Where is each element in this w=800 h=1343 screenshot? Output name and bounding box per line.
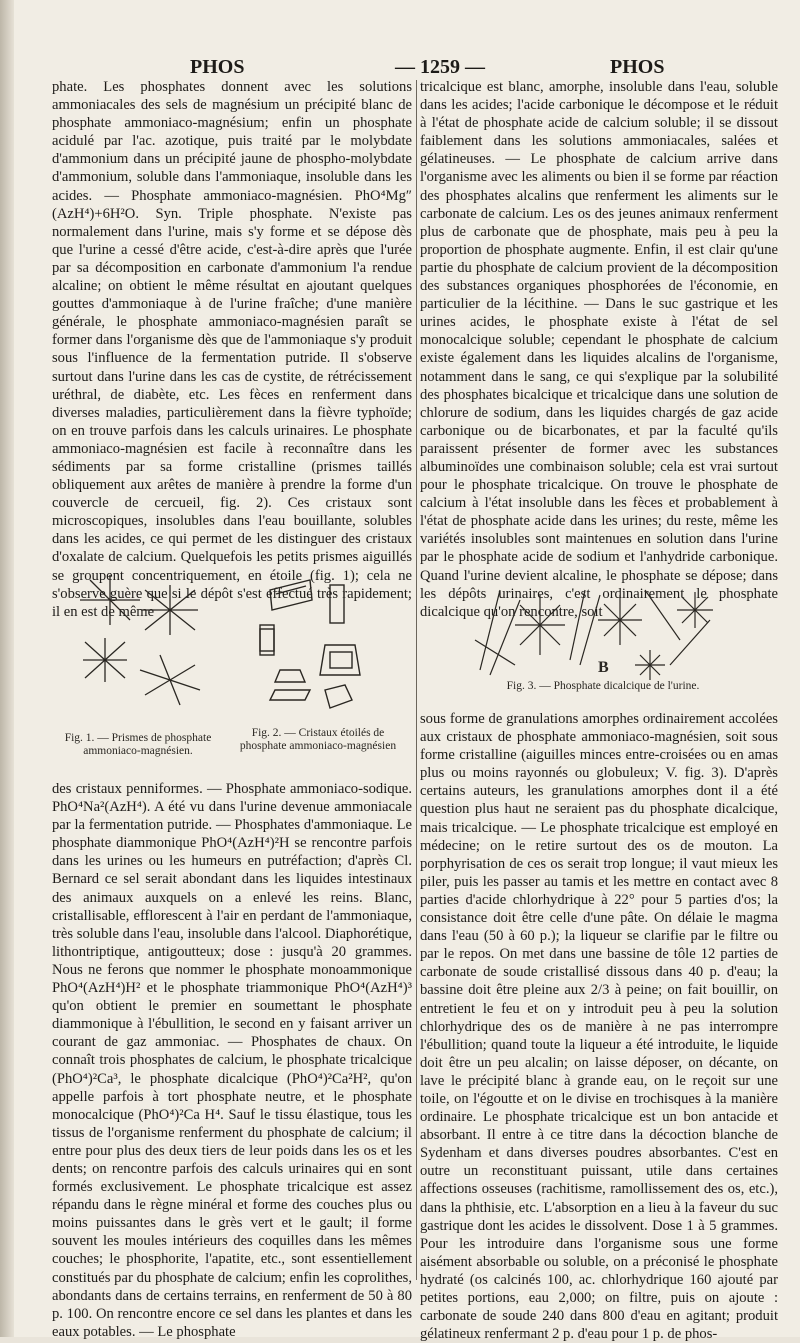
fig3-label-b: B xyxy=(598,659,609,676)
right-column-top-text: tricalcique est blanc, amorphe, insoluble dans l'eau, soluble dans les acides; l'acide carbonique le décompose et le réduit à l'état de phosphate acide de calcium soluble; il se dissout faiblement dans les solutions ammoniacales, salées et gélatineuses. — Le phosphate de calcium arrive dans l'organisme avec les aliments ou bien il se forme par réaction des phosphates alcalins que renferment les aliments sur le carbonate de calcium. Les os des jeunes animaux renferment plus de carbonate que de phosphate, mais peu à peu la proportion de phosphate augmente. Enfin, il est clair qu'une partie du phosphate de calcium provient de la décomposition des substances organiques phosphorées de l'économie, en particulier de la lécithine. — Dans le suc gastrique et les urines acides, le phosphate existe à l'état de sel monocalcique soluble; cependant le phosphate de calcium existe également dans les liquides alcalins de l'organisme, notamment dans le sang, ce qui s'explique par la solubilité des phosphates bicalcique et tricalcique dans une solution de chlorure de sodium, dans les liquides chargés de gaz acide carbonique ou de bicarbonates, et par la faculté qu'ils paraissent présenter de former avec les substances albuminoïdes une combinaison soluble; cela est vrai surtout pour le phosphate tricalcique. On trouve le phosphate de calcium à l'état insoluble dans les fèces et probablement à l'état de phosphate acide dans les urines; du reste, même les variétés insolubles sont maintenues en solution dans l'urine par le phosphate acide de sodium et l'anhydride carbonique. Quand l'urine devient alcaline, le phosphate se dépose; dans les dépôts urinaires, c'est ordinairement le phosphate dicalcique qu'on rencontre, soit xyxy=(420,79,778,620)
fig3-caption: Fig. 3. — Phosphate dicalcique de l'urine. xyxy=(506,680,700,692)
left-column-top xyxy=(52,78,412,620)
running-head-right: PHOS xyxy=(610,56,665,78)
right-column-bottom xyxy=(420,710,778,1343)
fig3-needle-crystals xyxy=(475,590,713,680)
column-divider xyxy=(416,80,417,1280)
right-column-top xyxy=(420,78,778,620)
left-column-bottom xyxy=(52,780,412,1340)
right-column-bottom-text: sous forme de granulations amorphes ordinairement accolées aux cristaux de phosphate ammoniaco-magnésien, soit sous forme cristalline (aiguilles minces entre-croisées ou en amas plus ou moins rayonnés ou globuleux; V. fig. 3). D'après certains auteurs, les granulations amorphes dont il a été question plus haut ne seraient pas du phosphate dicalcique, mais tricalcique. — Le phosphate tricalcique est employé en médecine; on le retire surtout des os de mouton. La porphyrisation de ces os serait trop longue; il vaut mieux les piler, puis les passer au tamis et les mettre en contact avec 8 parties d'acide chlorhydrique à 22° pour 5 parties d'os; la consistance doit être celle d'une pâte. On délaie le magma dans l'eau (50 à 60 p.); la liqueur se clarifie par le filtre ou par le repos. On met dans une bassine de tôle 12 parties de carbonate de soude cristallisé dissous dans 40 p. d'eau; la bassine doit être pleine aux 2/3 à peine; on fait bouillir, on entretient le feu et on y introduit peu à peu la solution chlorhydrique des os de manière à ne pas interrompre l'ébullition; quand toute la liqueur a été introduite, le liquide doit être un peu alcalin; on laisse déposer, on décante, on lave le précipité blanc à grande eau, on le reçoit sur une toile, on l'égoutte et on le divise en trochisques à la manière ordinaire. Le phosphate tricalcique est un bon antacide et absorbant. Il entre à ce titre dans la décoction blanche de Sydenham et dans diverses poudres absorbantes. C'est en outre un reconstituant puissant, utile dans certaines affections osseuses (rachitisme, ramollissement des os, etc.), dans la phthisie, etc. L'absorption en a lieu à la faveur du suc gastrique dont les acides le dissolvent. Dose 1 à 5 grammes. Pour les introduire dans l'organisme sous une forme aisément absorbable ou soluble, on a préconisé le phosphate hydraté (os calcinés 100, ac. chlorhydrique 160 ajouté par petites portions, eau 2,000; on filtre, puis on ajoute : carbonate de soude 240 dans 800 d'eau en agitant; produit gélatineux renfermant 2 p. d'eau pour 1 p. de phos- xyxy=(420,711,778,1343)
left-column-bottom-text: des cristaux penniformes. — Phosphate ammoniaco-sodique. PhO⁴Na²(AzH⁴). A été vu dans l'urine devenue ammoniacale par la fermentation putride. — Phosphates d'ammoniaque. Le phosphate diammonique PhO⁴(AzH⁴)²H se rencontre parfois dans les urines ou les humeurs en putréfaction; d'après Cl. Bernard ce sel serait abondant dans les liquides intestinaux des animaux auxquels on a enlevé les reins. Blanc, cristallisable, efflorescent à l'air en perdant de l'ammoniaque, très soluble dans l'eau, insoluble dans l'alcool. Diaphorétique, lithontriptique, antigoutteux; dose : jusqu'à 20 grammes. Nous ne ferons que nommer le phosphate monoammonique PhO⁴(AzH⁴)H² et le phosphate triammonique PhO⁴(AzH⁴)³ qu'on obtient le premier en soumettant le phosphate diammonique à l'ébullition, le second en y faisant arriver un courant de gaz ammoniac. — Phosphates de chaux. On connaît trois phosphates de calcium, le phosphate tricalcique (PhO⁴)²Ca³, le phosphate dicalcique (PhO⁴)²Ca²H², qu'on appelle parfois à tort phosphate neutre, et le phosphate monocalcique (PhO⁴)²Ca H⁴. Sauf le tissu élastique, tous les tissus de l'organisme renferment du phosphate de calcium; il entre pour plus des deux tiers de leur poids dans les os et les dents; on rencontre parfois des calculs urinaires qui en sont formés exclusivement. Le phosphate tricalcique est assez répandu dans le règne minéral et forme des couches plus ou moins puissantes dans le grès vert et le gault; il forme souvent les moules intérieurs des coquilles dans les mêmes couches; le phosphorite, l'apatite, etc., sont essentiellement constitués par du phosphate de calcium; enfin les coprolithes, abondants dans de certains terrains, en renferment de 50 à 80 p. 100. On rencontre encore ce sel dans les plantes et dans les eaux potables. — Le phosphate xyxy=(52,781,412,1340)
fig2-caption: Fig. 2. — Cristaux étoilés de phosphate ammoniaco-magnésien xyxy=(239,727,397,752)
fig1-star-crystals xyxy=(80,575,200,705)
page-number: — 1259 — xyxy=(395,56,485,78)
left-column-top-text: phate. Les phosphates donnent avec les solutions ammoniacales des sels de magnésium un précipité blanc de phosphate ammoniaco-magnésium; enfin un phosphate acidulé par l'ac. azotique, puis traité par le molybdate d'ammonium dans un précipité jaune de phospho-molybdate d'ammonium, soluble dans l'ammoniaque, insoluble dans les acides. — Phosphate ammoniaco-magnésien. PhO⁴Mg″(AzH⁴)+6H²O. Syn. Triple phosphate. N'existe pas normalement dans l'urine, mais s'y forme et se dépose dès que l'urine a cessé d'être acide, c'est-à-dire après que l'urée par sa décomposition en carbonate d'ammonium l'a rendue alcaline; on obtient le même résultat en ajoutant quelques gouttes d'ammoniaque à de l'urine fraîche; d'une manière générale, le phosphate ammoniaco-magnésien paraît se former dans l'organisme dès que de l'ammoniaque s'y produit sous l'influence de la fermentation putride. Il s'observe surtout dans l'urine dans les cas de cystite, de rétrécissement uréthral, de diabète, etc. Les fèces en renferment dans diverses maladies, particulièrement dans la fièvre typhoïde; on en trouve parfois dans les calculs urinaires. Le phosphate ammoniaco-magnésien est facile à reconnaître dans les sédiments par sa forme cristalline (prismes taillés obliquement aux arêtes de manière à prendre la forme d'un couvercle de cercueil, fig. 2). Ces cristaux sont microscopiques, insolubles dans l'eau bouillante, solubles dans les acides, ce qui permet de les distinguer des cristaux d'oxalate de calcium. Quelquefois les petits prismes aiguillés se groupent concentriquement, en étoile (fig. 1); cela ne s'observe guère que si le dépôt s'est effectué très rapidement; il en est de même xyxy=(52,79,412,620)
page-binding xyxy=(0,0,14,1337)
fig1-caption: Fig. 1. — Prismes de phosphate ammoniaco-magnésien. xyxy=(64,732,212,757)
fig2-prism-crystals xyxy=(260,580,360,708)
running-head-left: PHOS xyxy=(190,56,245,78)
